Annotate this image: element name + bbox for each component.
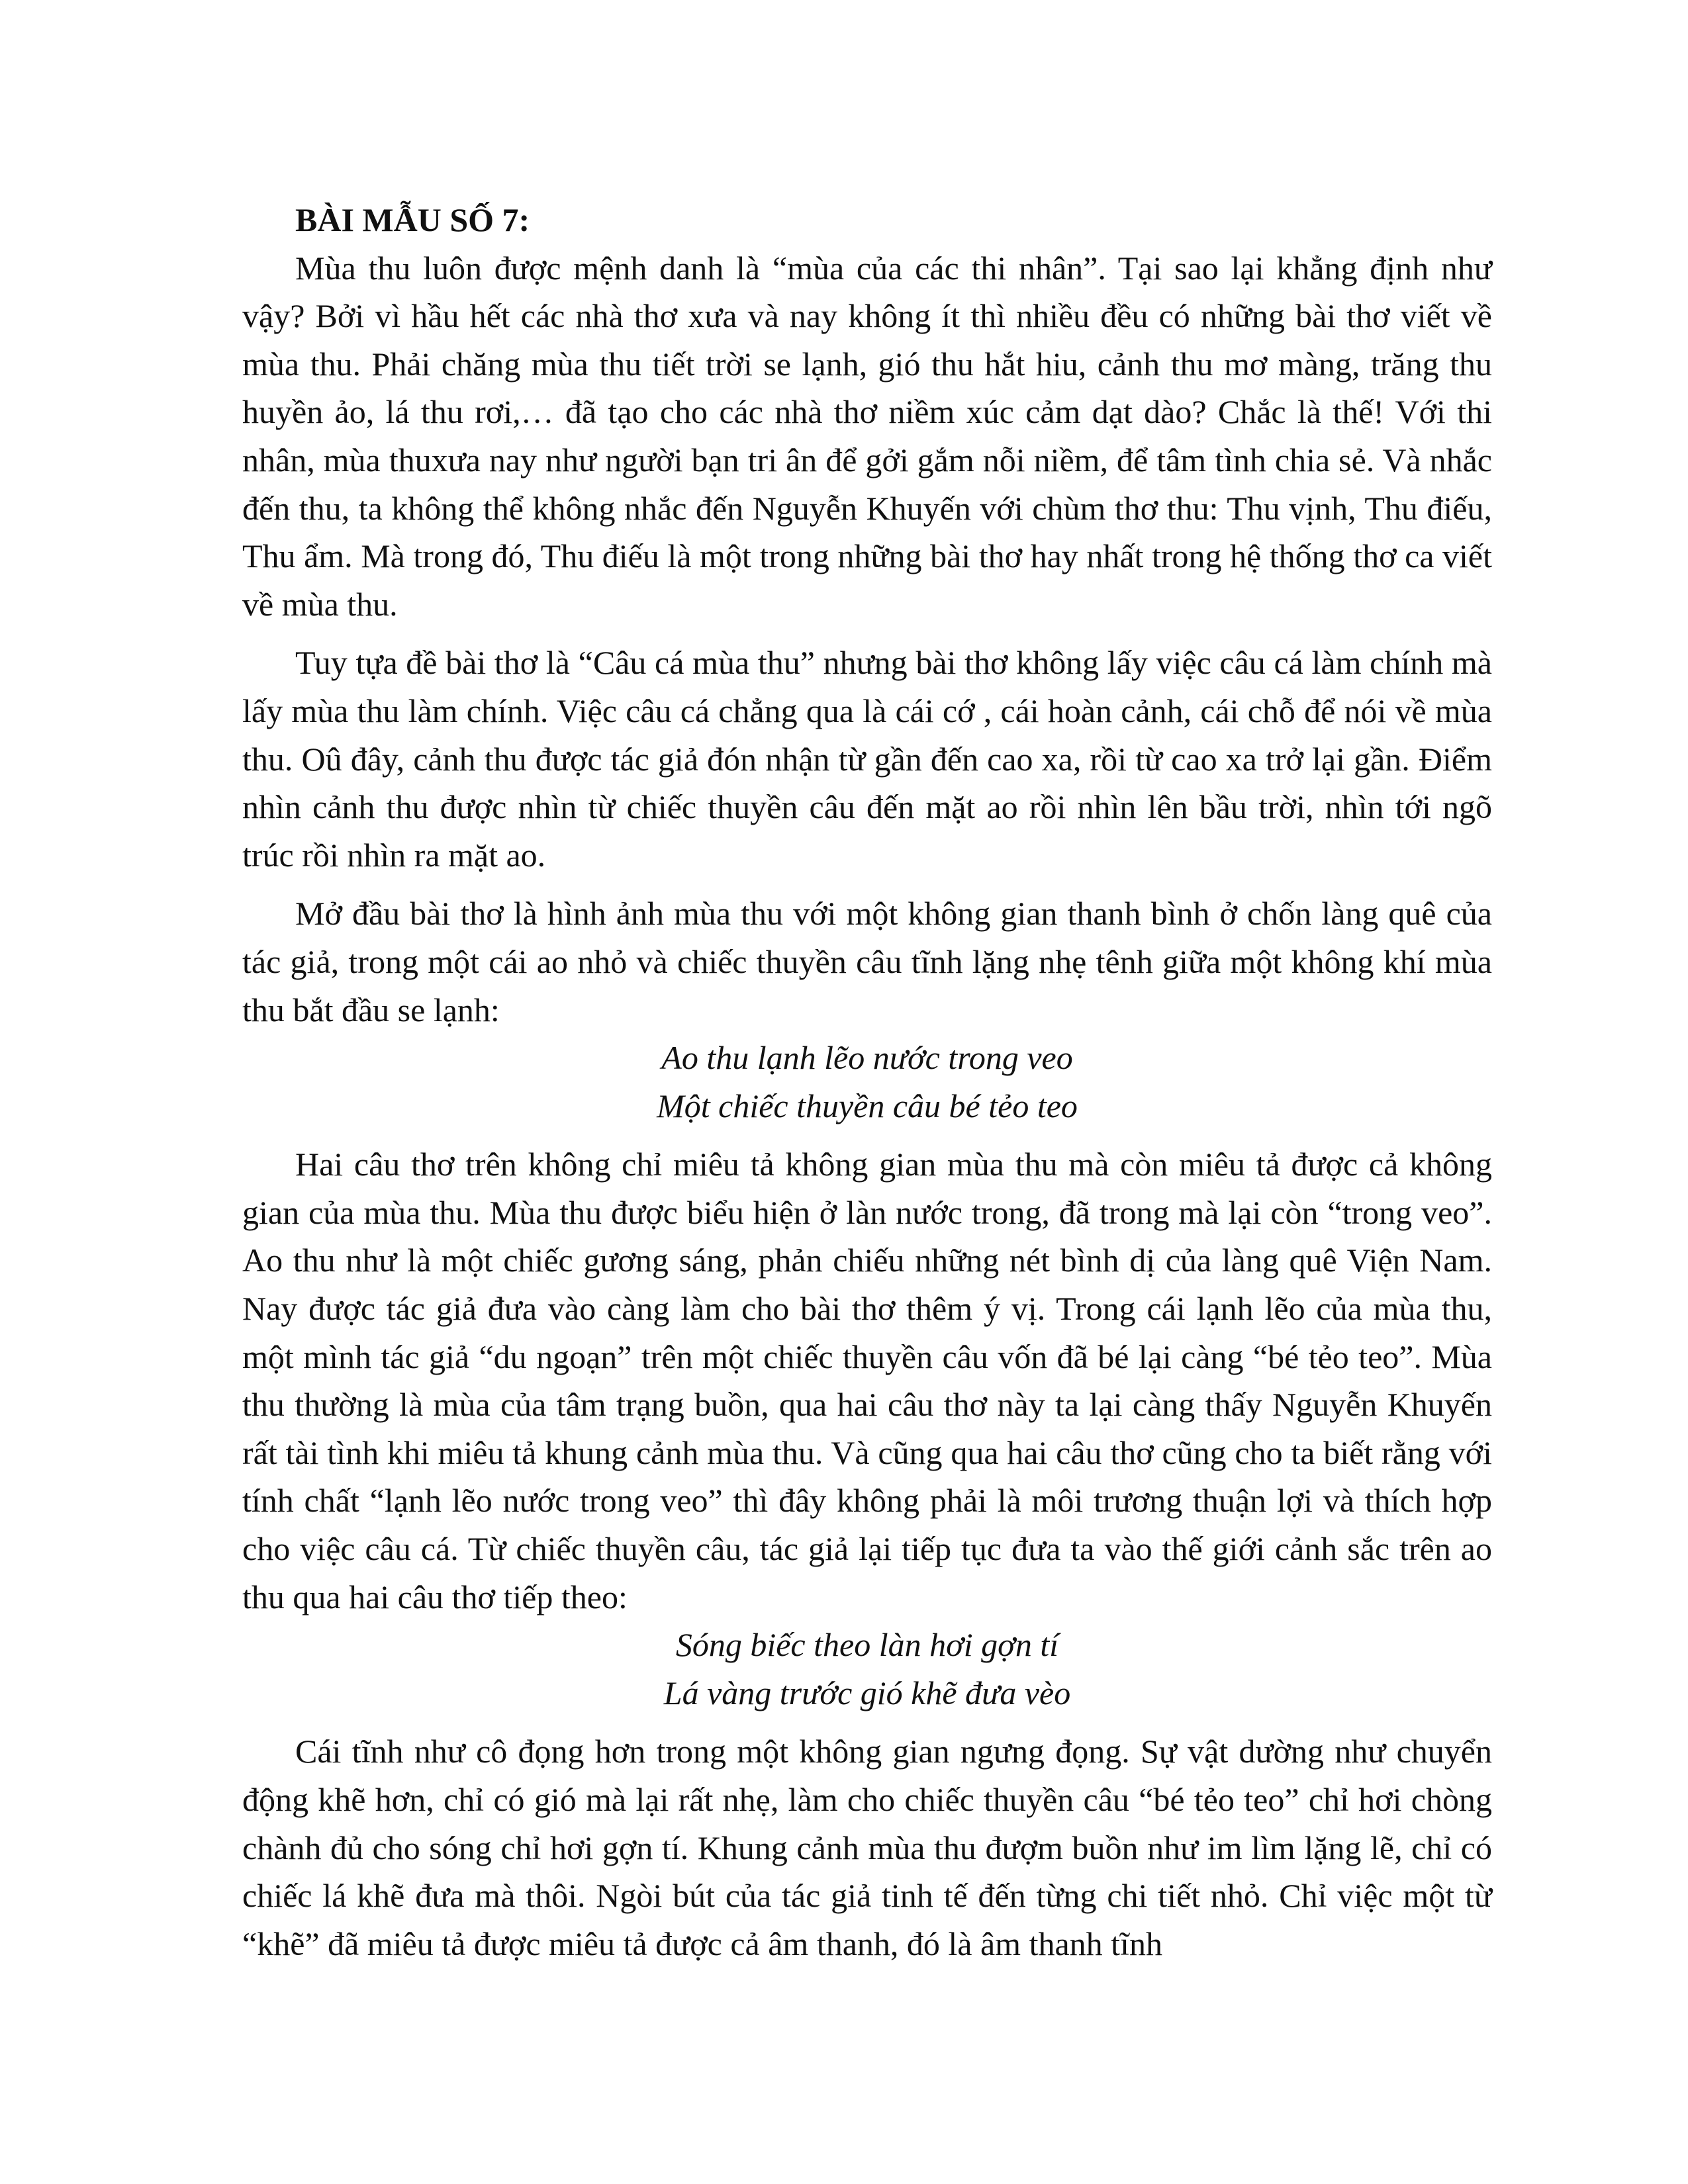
verse-line-2: Một chiếc thuyền câu bé tẻo teo [657,1087,1078,1124]
paragraph-5: Cái tĩnh như cô đọng hơn trong một không gian ngưng đọng. Sự vật dường như chuyển động khẽ hơn, chỉ có gió mà lại rất nhẹ, làm cho chiếc thuyền câu “bé tẻo teo” chỉ hơi chòng chành đủ cho sóng chỉ hơi gợn tí. Khung cảnh mùa thu đượm buồn như im lìm lặng lẽ, chỉ có chiếc lá khẽ đưa mà thôi. Ngòi bút của tác giả tinh tế đến từng chi tiết nhỏ. Chỉ việc một từ “khẽ” đã miêu tả được miêu tả được cả âm thanh, đó là âm thanh tĩnh [242,1733,1492,1962]
paragraph-1: Mùa thu luôn được mệnh danh là “mùa của các thi nhân”. Tại sao lại khẳng định như vậy? Bởi vì hầu hết các nhà thơ xưa và nay không ít thì nhiều đều có những bài thơ viết về mùa thu. Phải chăng mùa thu tiết trời se lạnh, gió thu hắt hiu, cảnh thu mơ màng, trăng thu huyền ảo, lá thu rơi,… đã tạo cho các nhà thơ niềm xúc cảm dạt dào? Chắc là thế! Với thi nhân, mùa thuxưa nay như người bạn tri ân để gởi gắm nỗi niềm, để tâm tình chia sẻ. Và nhắc đến thu, ta không thể không nhắc đến Nguyễn Khuyến với chùm thơ thu: Thu vịnh, Thu điếu, Thu ẩm. Mà trong đó, Thu điếu là một trong những bài thơ hay nhất trong hệ thống thơ ca viết về mùa thu. [242,249,1492,623]
verse-line-4: Lá vàng trước gió khẽ đưa vèo [663,1674,1071,1711]
verse-line-1: Ao thu lạnh lẽo nước trong veo [661,1039,1073,1077]
paragraph-4: Hai câu thơ trên không chỉ miêu tả không gian mùa thu mà còn miêu tả được cả không gian của mùa thu. Mùa thu được biểu hiện ở làn nước trong, đã trong mà lại còn “trong veo”. Ao thu như là một chiếc gương sáng, phản chiếu những nét bình dị của làng quê Viện Nam. Nay được tác giả đưa vào càng làm cho bài thơ thêm ý vị. Trong cái lạnh lẽo của mùa thu, một mình tác giả “du ngoạn” trên một chiếc thuyền câu vốn đã bé lại càng “bé tẻo teo”. Mùa thu thường là mùa của tâm trạng buồn, qua hai câu thơ này ta lại càng thấy Nguyễn Khuyến rất tài tình khi miêu tả khung cảnh mùa thu. Và cũng qua hai câu thơ cũng cho ta biết rằng với tính chất “lạnh lẽo nước trong veo” thì đây không phải là môi trương thuận lợi và thích hợp cho việc câu cá. Từ chiếc thuyền câu, tác giả lại tiếp tục đưa ta vào thế giới cảnh sắc trên ao thu qua hai câu thơ tiếp theo: [242,1146,1492,1615]
paragraph-3: Mở đầu bài thơ là hình ảnh mùa thu với một không gian thanh bình ở chốn làng quê của tác giả, trong một cái ao nhỏ và chiếc thuyền câu tĩnh lặng nhẹ tênh giữa một không khí mùa thu bắt đầu se lạnh: [242,895,1492,1028]
document-body [242,196,1492,1968]
document-title: BÀI MẪU SỐ 7: [295,201,530,238]
verse-line-3: Sóng biếc theo làn hơi gợn tí [675,1626,1059,1664]
paragraph-2: Tuy tựa đề bài thơ là “Câu cá mùa thu” nhưng bài thơ không lấy việc câu cá làm chính mà lấy mùa thu làm chính. Việc câu cá chẳng qua là cái cớ , cái hoàn cảnh, cái chỗ để nói về mùa thu. Oû đây, cảnh thu được tác giả đón nhận từ gần đến cao xa, rồi từ cao xa trở lại gần. Điểm nhìn cảnh thu được nhìn từ chiếc thuyền câu đến mặt ao rồi nhìn lên bầu trời, nhìn tới ngõ trúc rồi nhìn ra mặt ao. [242,644,1492,874]
